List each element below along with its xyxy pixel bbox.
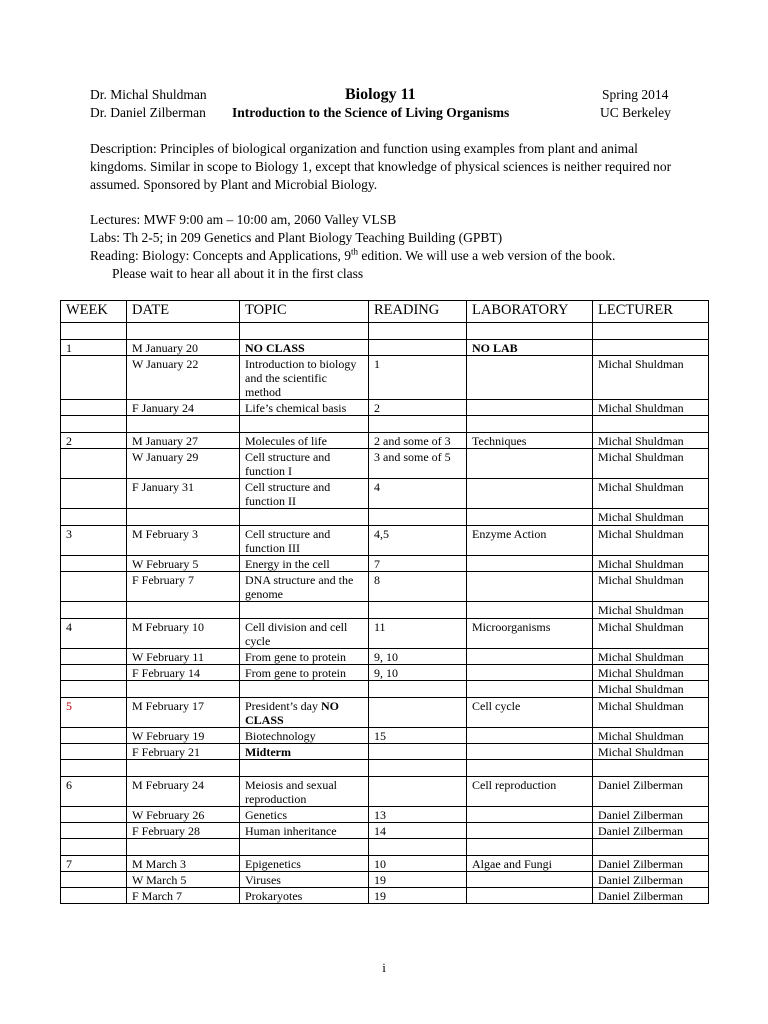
table-row: 6 M February 24 Meiosis and sexual reproduction Cell reproduction Daniel Zilberman bbox=[61, 777, 709, 807]
table-row: F January 31 Cell structure and function II 4 Michal Shuldman bbox=[61, 479, 709, 509]
header-date: DATE bbox=[127, 301, 240, 323]
table-row bbox=[61, 760, 709, 777]
table-row: W February 5 Energy in the cell 7 Michal Shuldman bbox=[61, 556, 709, 572]
reading-note: Please wait to hear all about it in the first class bbox=[112, 266, 364, 281]
header-topic: TOPIC bbox=[240, 301, 369, 323]
table-row: W February 11 From gene to protein 9, 10 Michal Shuldman bbox=[61, 649, 709, 665]
table-row: F January 24 Life’s chemical basis 2 Michal Shuldman bbox=[61, 400, 709, 416]
table-row: F March 7 Prokaryotes 19 Daniel Zilberman bbox=[61, 888, 709, 904]
school: UC Berkeley bbox=[600, 105, 671, 120]
table-header-row bbox=[61, 301, 709, 323]
table-row bbox=[61, 839, 709, 856]
labs-info: Labs: Th 2-5; in 209 Genetics and Plant Biology Teaching Building (GPBT) bbox=[90, 230, 503, 245]
course-title: Biology 11 bbox=[345, 86, 416, 103]
header-lecturer: LECTURER bbox=[593, 301, 709, 323]
table-row bbox=[61, 323, 709, 340]
table-row: 7 M March 3 Epigenetics 10 Algae and Fungi Daniel Zilberman bbox=[61, 856, 709, 872]
table-row: F February 14 From gene to protein 9, 10 Michal Shuldman bbox=[61, 665, 709, 681]
header-laboratory: LABORATORY bbox=[467, 301, 593, 323]
table-row: 3 M February 3 Cell structure and function III 4,5 Enzyme Action Michal Shuldman bbox=[61, 526, 709, 556]
table-row: F February 7 DNA structure and the genome 8 Michal Shuldman bbox=[61, 572, 709, 602]
course-description: Description: Principles of biological organization and function using examples from plant and animal kingdoms. Similar in scope to Biology 1, except that knowledge of physical sciences is neither required nor assumed. Sponsored by Plant and Microbial Biology. bbox=[90, 141, 672, 192]
instructor-2: Dr. Daniel Zilberman bbox=[90, 105, 206, 120]
table-row: F February 21 Midterm Michal Shuldman bbox=[61, 744, 709, 760]
table-row: 5 M February 17 President’s day NO CLASS Cell cycle Michal Shuldman bbox=[61, 698, 709, 728]
table-row: Michal Shuldman bbox=[61, 681, 709, 698]
instructor-1: Dr. Michal Shuldman bbox=[90, 87, 207, 102]
table-row: Michal Shuldman bbox=[61, 602, 709, 619]
table-row: 1 M January 20 NO CLASS NO LAB bbox=[61, 340, 709, 356]
table-row: W January 22 Introduction to biology and the scientific method 1 Michal Shuldman bbox=[61, 356, 709, 400]
course-info bbox=[90, 211, 700, 283]
table-row: W March 5 Viruses 19 Daniel Zilberman bbox=[61, 872, 709, 888]
term: Spring 2014 bbox=[602, 87, 669, 102]
header-week: WEEK bbox=[61, 301, 127, 323]
reading-info: Reading: Biology: Concepts and Applications, 9th edition. We will use a web version of the book. bbox=[90, 246, 616, 263]
schedule-table bbox=[60, 300, 709, 904]
table-row: W February 26 Genetics 13 Daniel Zilberman bbox=[61, 807, 709, 823]
page-number: i bbox=[382, 960, 386, 975]
table-row: F February 28 Human inheritance 14 Daniel Zilberman bbox=[61, 823, 709, 839]
header-reading: READING bbox=[369, 301, 467, 323]
table-row: 4 M February 10 Cell division and cell cycle 11 Microorganisms Michal Shuldman bbox=[61, 619, 709, 649]
table-row: 2 M January 27 Molecules of life 2 and some of 3 Techniques Michal Shuldman bbox=[61, 433, 709, 449]
table-row: Michal Shuldman bbox=[61, 509, 709, 526]
table-row: W February 19 Biotechnology 15 Michal Shuldman bbox=[61, 728, 709, 744]
table-row bbox=[61, 416, 709, 433]
course-subtitle: Introduction to the Science of Living Organisms bbox=[232, 105, 510, 120]
course-header bbox=[90, 86, 690, 122]
table-row: W January 29 Cell structure and function I 3 and some of 5 Michal Shuldman bbox=[61, 449, 709, 479]
lectures-info: Lectures: MWF 9:00 am – 10:00 am, 2060 Valley VLSB bbox=[90, 212, 397, 227]
